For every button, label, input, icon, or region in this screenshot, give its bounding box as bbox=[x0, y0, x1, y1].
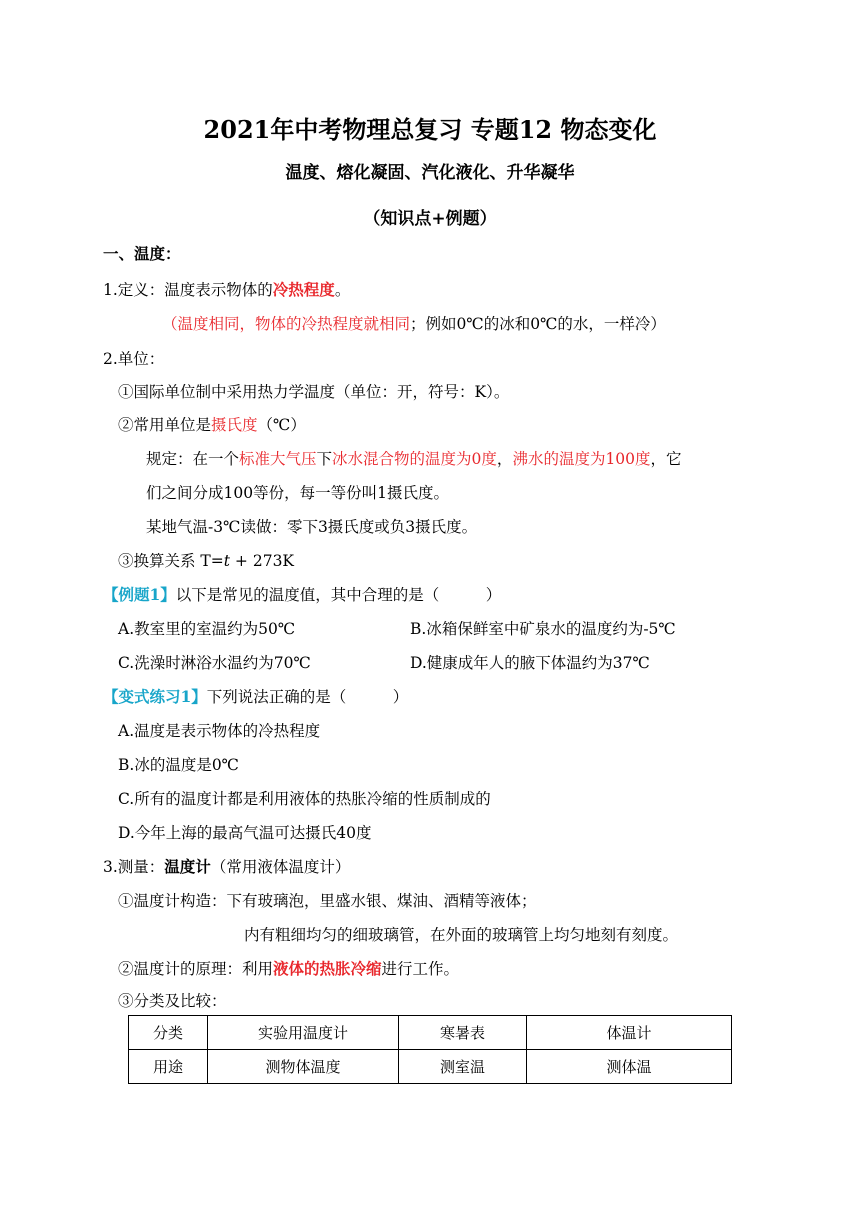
rule-line-2: 们之间分成100等份，每一等份叫1摄氏度。 bbox=[146, 484, 449, 502]
practice-1-option-b: B.冰的温度是0℃ bbox=[118, 756, 240, 774]
definition-line bbox=[103, 279, 350, 301]
unit-item-1: ①国际单位制中采用热力学温度（单位：开，符号：K）。 bbox=[118, 383, 510, 401]
example-1-tag: 【例题1】 bbox=[103, 585, 176, 604]
principle-post: 进行工作。 bbox=[381, 960, 460, 978]
practice-1-option-a: A.温度是表示物体的冷热程度 bbox=[118, 722, 321, 740]
principle-pre: ②温度计的原理：利用 bbox=[118, 960, 274, 978]
measurement-pre: 3.测量： bbox=[103, 858, 165, 876]
table-header-row bbox=[129, 1016, 732, 1050]
practice-1-question bbox=[103, 686, 408, 708]
unit-item-2-red: 摄氏度 bbox=[211, 416, 258, 434]
classification-heading: ③分类及比较： bbox=[118, 992, 227, 1010]
section-heading-temperature: 一、温度： bbox=[103, 244, 181, 263]
thermometer-structure-1: ①温度计构造：下有玻璃泡，里盛水银、煤油、酒精等液体； bbox=[118, 892, 537, 910]
conversion-variable: t bbox=[223, 552, 230, 570]
unit-item-2 bbox=[118, 414, 306, 436]
rule-c: 下 bbox=[316, 450, 333, 468]
thermometer-principle bbox=[118, 958, 459, 980]
rule-ice-water: 冰水混合物的温度为0度 bbox=[332, 450, 497, 468]
table-cell: 用途 bbox=[129, 1050, 208, 1084]
table-cell: 测体温 bbox=[527, 1050, 732, 1084]
rule-e: ， bbox=[496, 450, 513, 468]
practice-1-option-c: C.所有的温度计都是利用液体的热胀冷缩的性质制成的 bbox=[118, 790, 491, 808]
example-1-option-d: D.健康成年人的腋下体温约为37℃ bbox=[410, 654, 650, 672]
rule-a: 规定：在一个 bbox=[146, 450, 240, 468]
example-1-text: 以下是常见的温度值，其中合理的是（ ） bbox=[175, 586, 502, 604]
rule-standard-pressure: 标准大气压 bbox=[239, 450, 317, 468]
measurement-post: （常用液体温度计） bbox=[210, 858, 351, 876]
conversion-formula bbox=[118, 550, 294, 572]
example-1-option-c: C.洗澡时淋浴水温约为70℃ bbox=[118, 654, 311, 672]
unit-item-2-post: （℃） bbox=[257, 416, 306, 434]
measurement-thermometer: 温度计 bbox=[164, 857, 211, 876]
thermometer-comparison-table bbox=[128, 1015, 732, 1084]
definition-note bbox=[162, 313, 666, 335]
practice-1-tag: 【变式练习1】 bbox=[103, 687, 207, 706]
example-1-option-a: A.教室里的室温约为50℃ bbox=[118, 620, 296, 638]
document-title: 2021年中考物理总复习 专题12 物态变化 bbox=[203, 115, 657, 144]
rule-boiling-water: 沸水的温度为100度 bbox=[512, 450, 651, 468]
unit-heading: 2.单位： bbox=[103, 350, 165, 368]
conversion-post: + 273K bbox=[230, 552, 295, 570]
table-header-cell: 寒暑表 bbox=[399, 1016, 527, 1050]
table-cell: 测室温 bbox=[399, 1050, 527, 1084]
table-header-cell: 实验用温度计 bbox=[208, 1016, 399, 1050]
definition-note-red: （温度相同，物体的冷热程度就相同 bbox=[162, 315, 411, 333]
example-1-question bbox=[103, 584, 501, 606]
example-1-option-b: B.冰箱保鲜室中矿泉水的温度约为-5℃ bbox=[410, 620, 676, 638]
table-cell: 测物体温度 bbox=[208, 1050, 399, 1084]
document-subtitle-2: （知识点+例题） bbox=[363, 209, 497, 229]
thermometer-structure-2: 内有粗细均匀的细玻璃管，在外面的玻璃管上均匀地刻有刻度。 bbox=[244, 926, 679, 944]
table-header-cell: 分类 bbox=[129, 1016, 208, 1050]
definition-label: 1.定义：温度表示物体的 bbox=[103, 281, 273, 299]
definition-highlight: 冷热程度 bbox=[272, 280, 335, 299]
rule-g: ，它 bbox=[650, 450, 682, 468]
definition-note-rest: ；例如0℃的冰和0℃的水，一样冷） bbox=[410, 315, 666, 333]
conversion-pre: ③换算关系 T= bbox=[118, 552, 224, 570]
rule-line-1 bbox=[146, 448, 682, 470]
measurement-heading bbox=[103, 856, 350, 878]
table-row bbox=[129, 1050, 732, 1084]
principle-highlight: 液体的热胀冷缩 bbox=[273, 959, 382, 978]
practice-1-text: 下列说法正确的是（ ） bbox=[206, 688, 409, 706]
document-subtitle: 温度、熔化凝固、汽化液化、升华凝华 bbox=[285, 163, 575, 183]
unit-item-2-pre: ②常用单位是 bbox=[118, 416, 212, 434]
practice-1-option-d: D.今年上海的最高气温可达摄氏40度 bbox=[118, 824, 372, 842]
reading-example: 某地气温-3℃读做：零下3摄氏度或负3摄氏度。 bbox=[146, 518, 478, 536]
definition-end: 。 bbox=[334, 281, 351, 299]
table-header-cell: 体温计 bbox=[527, 1016, 732, 1050]
